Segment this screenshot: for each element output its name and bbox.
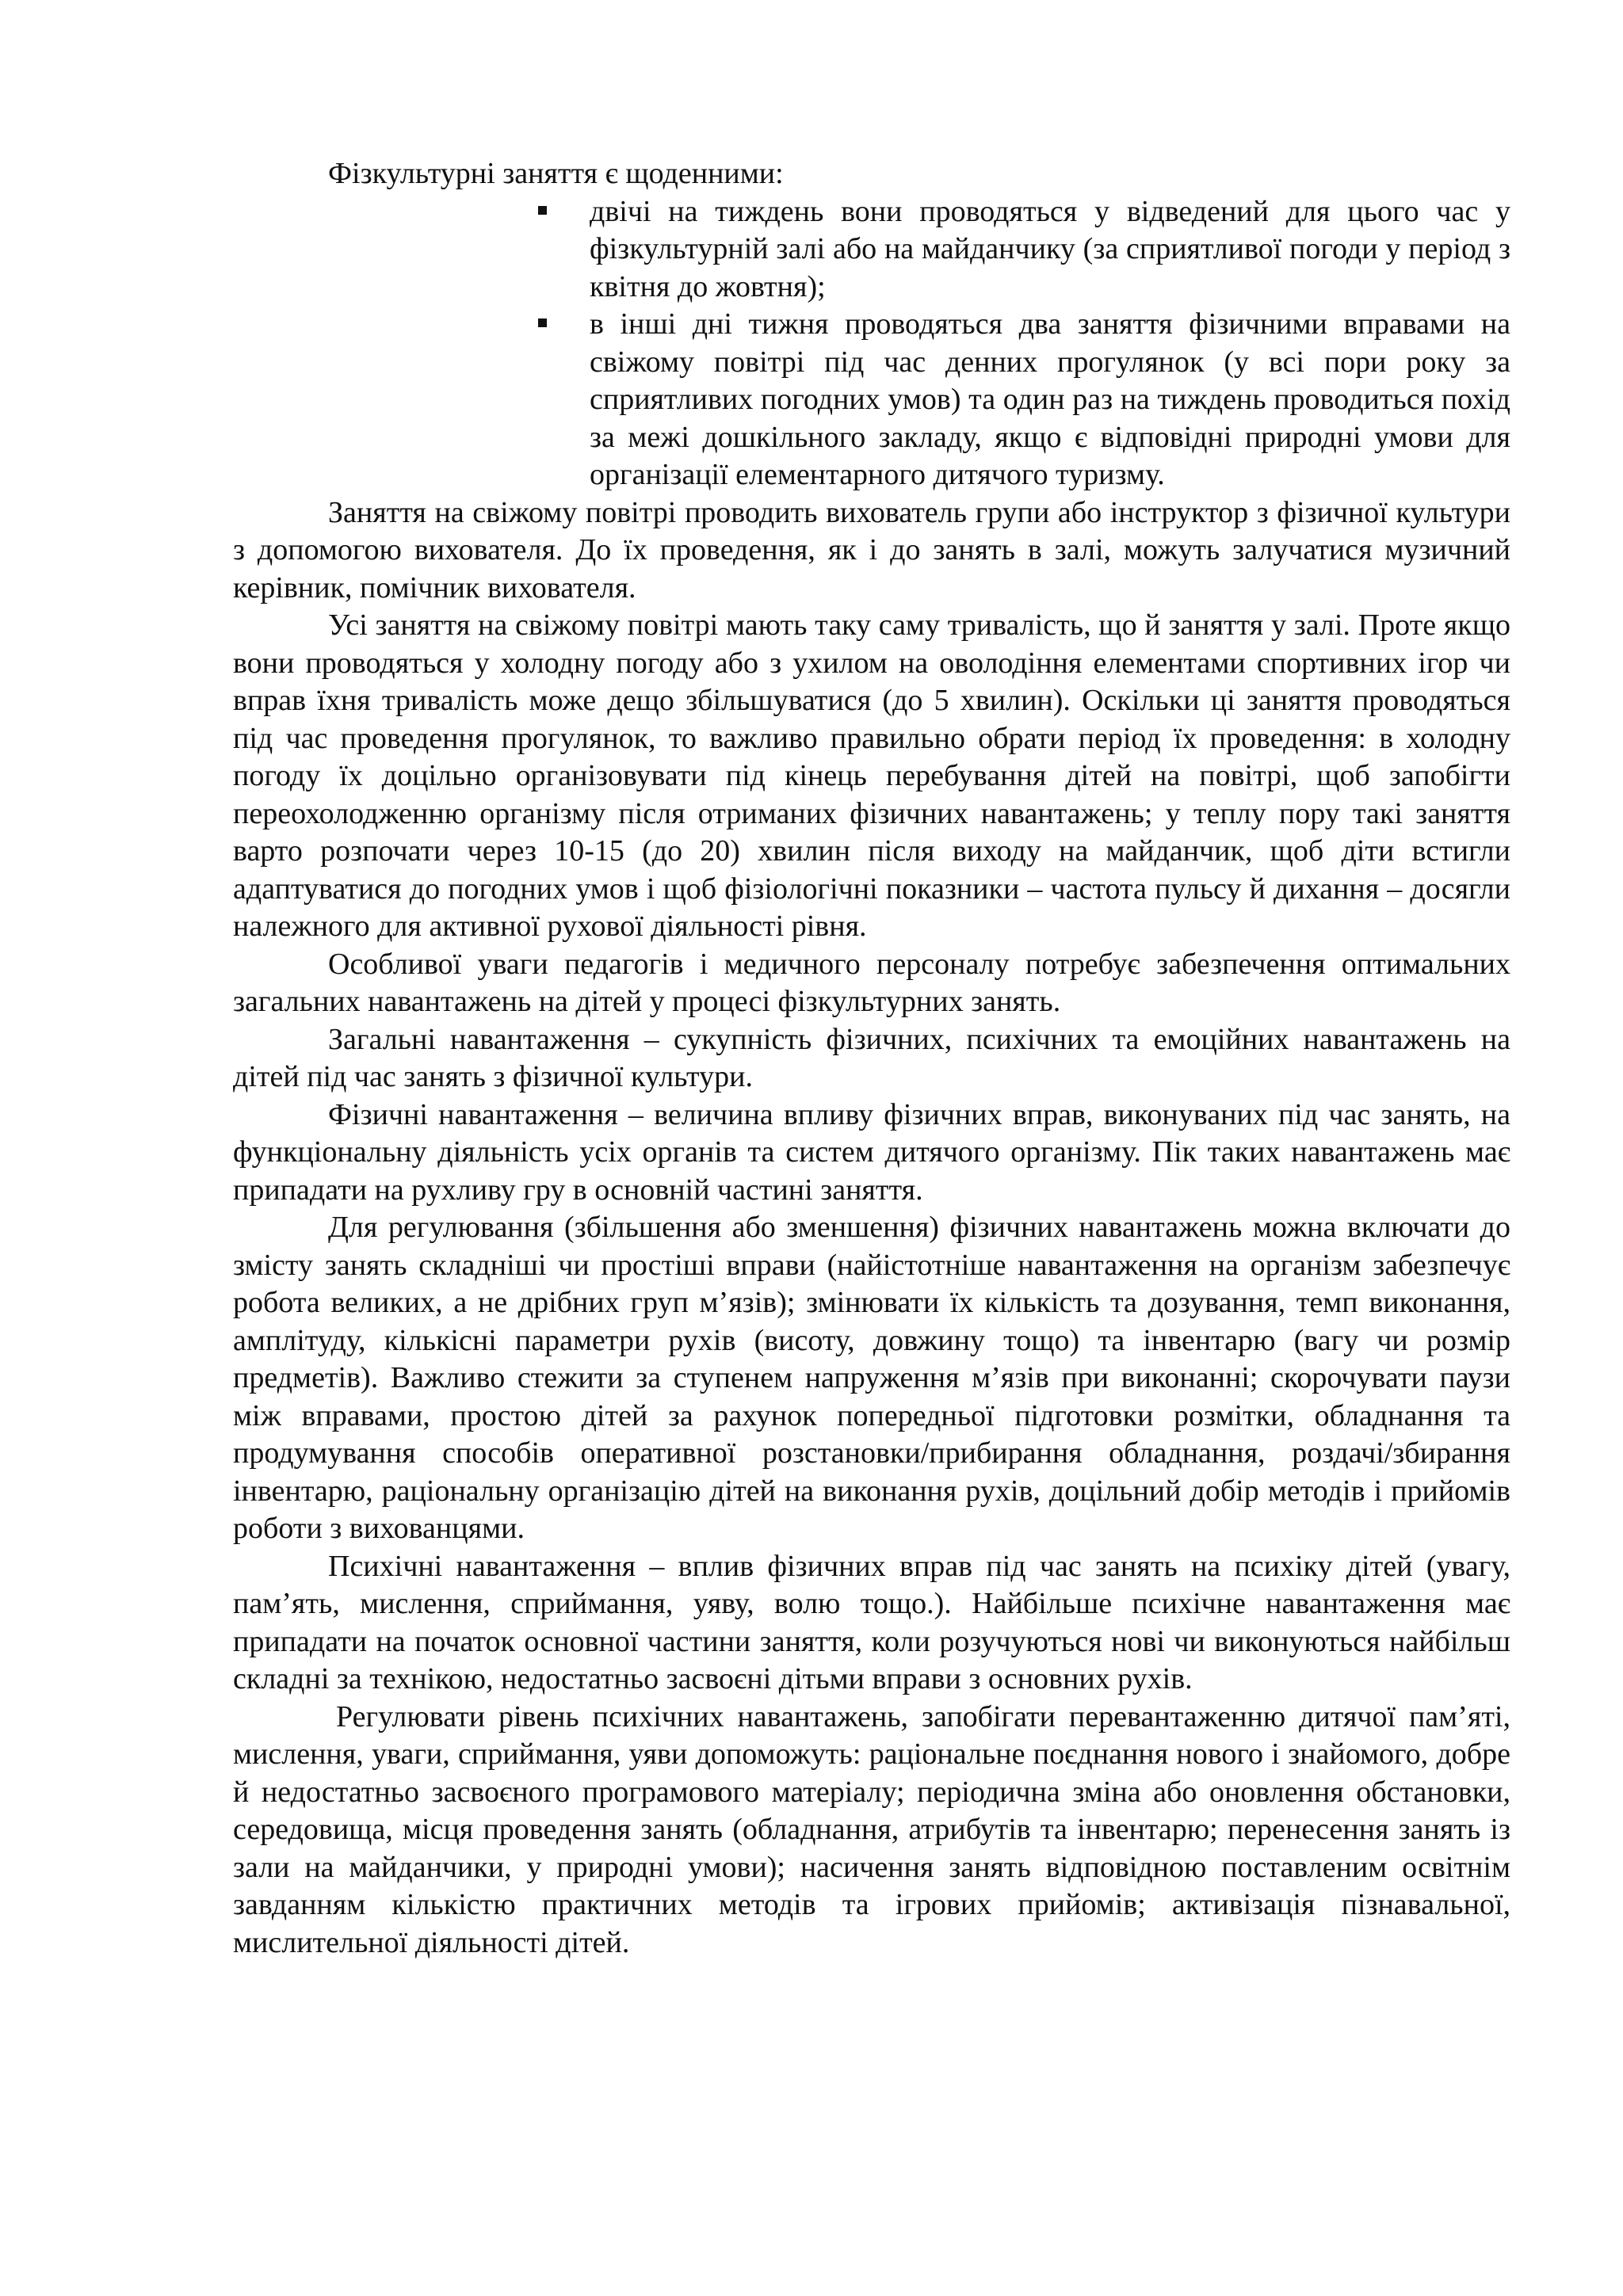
- paragraph: Загальні навантаження – сукупність фізичних, психічних та емоційних навантажень на дітей під час занять з фізичної культури.: [233, 1022, 1510, 1093]
- bullet-item: [538, 193, 1510, 307]
- bullet-list: [233, 193, 1510, 494]
- intro-line: Фізкультурні заняття є щоденними:: [328, 157, 784, 190]
- bullet-item: [538, 306, 1510, 494]
- square-bullet-icon: [538, 206, 547, 215]
- paragraph: Особливої уваги педагогів і медичного персоналу потребує забезпечення оптимальних загальних навантажень на дітей у процесі фізкультурних занять.: [233, 947, 1510, 1018]
- paragraph: Психічні навантаження – вплив фізичних вправ під час занять на психіку дітей (увагу, пам’ять, мислення, сприймання, уяву, волю тощо.). Найбільше психічне навантаження має припадати на початок основної частини заняття, коли розучуються нові чи виконуються найбільш складні за технікою, недостатньо засвоєні дітьми вправи з основних рухів.: [233, 1549, 1510, 1695]
- paragraph: Фізичні навантаження – величина впливу фізичних вправ, виконуваних під час занять, на функціональну діяльність усіх органів та систем дитячого організму. Пік таких навантажень має припадати на рухливу гру в основній частині заняття.: [233, 1097, 1510, 1207]
- square-bullet-icon: [538, 318, 547, 327]
- paragraph: Регулювати рівень психічних навантажень, запобігати перевантаженню дитячої пам’яті, мислення, уваги, сприймання, уяви допоможуть: раціональне поєднання нового і знайомого, добре й недостатньо засвоєного програмового матеріалу; періодична зміна або оновлення обстановки, середовища, місця проведення занять (обладнання, атрибутів та інвентарю; перенесення занять із зали на майданчики, у природні умови); насичення занять відповідною поставленим освітнім завданням кількістю практичних методів та ігрових прийомів; активізація пізнавальної, мислительної діяльності дітей.: [233, 1699, 1510, 1959]
- bullet-text: в інші дні тижня проводяться два заняття фізичними вправами на свіжому повітрі під час денних прогулянок (у всі пори року за сприятливих погодних умов) та один раз на тиждень проводиться похід за межі дошкільного закладу, якщо є відповідні природні умови для організації елементарного дитячого туризму.: [590, 307, 1510, 491]
- bullet-text: двічі на тиждень вони проводяться у відведений для цього час у фізкультурній залі або на майданчику (за сприятливої погоди у період з квітня до жовтня);: [590, 194, 1510, 303]
- paragraph: Усі заняття на свіжому повітрі мають таку саму тривалість, що й заняття у залі. Проте якщо вони проводяться у холодну погоду або з ухилом на оволодіння елементами спортивних ігор чи вправ їхня тривалість може дещо збільшуватися (до 5 хвилин). Оскільки ці заняття проводяться під час проведення прогулянок, то важливо правильно обрати період їх проведення: в холодну погоду їх доцільно організовувати під кінець перебування дітей на повітрі, щоб запобігти переохолодженню організму після отриманих фізичних навантажень; у теплу пору такі заняття варто розпочати через 10-15 (до 20) хвилин після виходу на майданчик, щоб діти встигли адаптуватися до погодних умов і щоб фізіологічні показники – частота пульсу й дихання – досягли належного для активної рухової діяльності рівня.: [233, 608, 1510, 943]
- paragraph: Заняття на свіжому повітрі проводить вихователь групи або інструктор з фізичної культури з допомогою вихователя. До їх проведення, як і до занять в залі, можуть залучатися музичний керівник, помічник вихователя.: [233, 495, 1510, 605]
- document-body: [233, 155, 1510, 1962]
- paragraph: Для регулювання (збільшення або зменшення) фізичних навантажень можна включати до змісту занять складніші чи простіші вправи (найістотніше навантаження на організм забезпечує робота великих, а не дрібних груп м’язів); змінювати їх кількість та дозування, темп виконання, амплітуду, кількісні параметри рухів (висоту, довжину тощо) та інвентарю (вагу чи розмір предметів). Важливо стежити за ступенем напруження м’язів при виконанні; скорочувати паузи між вправами, простою дітей за рахунок попередньої підготовки розмітки, обладнання та продумування способів оперативної розстановки/прибирання обладнання, роздачі/збирання інвентарю, раціональну організацію дітей на виконання рухів, доцільний добір методів і прийомів роботи з вихованцями.: [233, 1211, 1510, 1545]
